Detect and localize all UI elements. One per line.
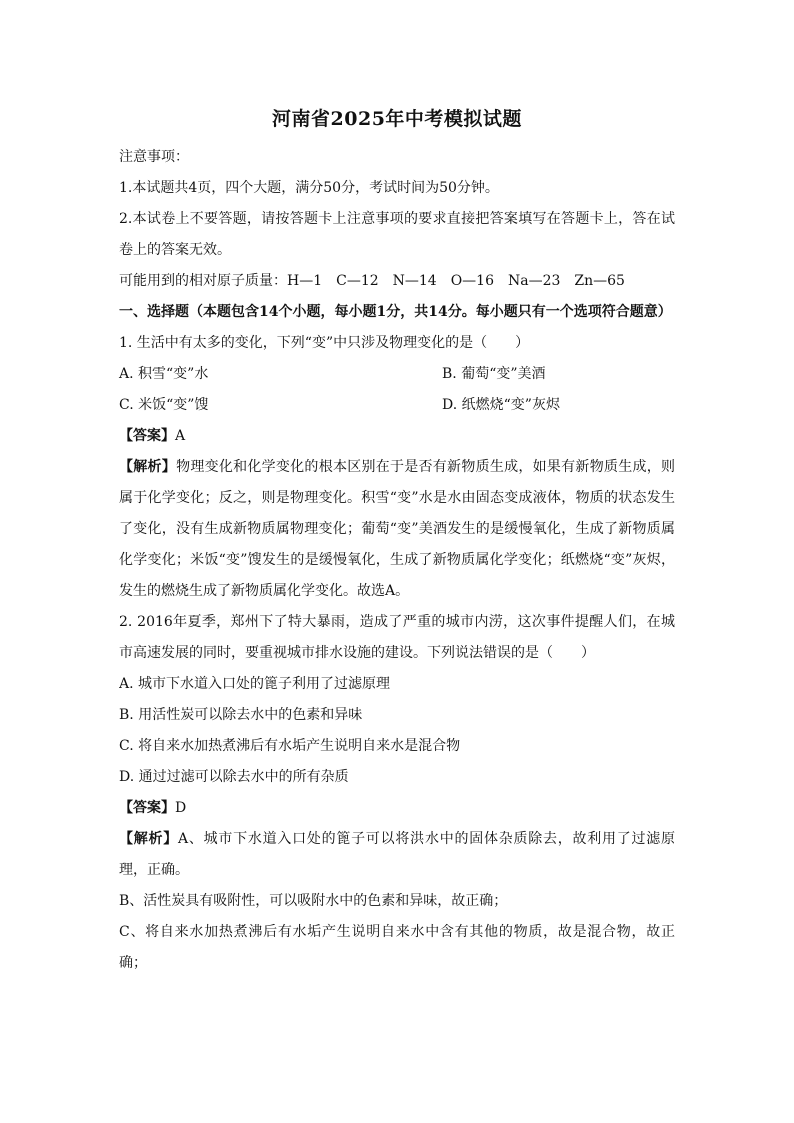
question-1-option-d: D. 纸燃烧“变”灰烬 [442, 397, 560, 413]
question-2-stem: 2. 2016年夏季，郑州下了特大暴雨，造成了严重的城市内涝，这次事件提醒人们，在城市高速发展的同时，要重视城市排水设施的建设。下列说法错误的是（ ） [119, 614, 675, 661]
question-1-analysis [119, 452, 675, 607]
question-2-option-a: A. 城市下水道入口处的篦子利用了过滤原理 [119, 676, 391, 692]
question-2-analysis-c: C、将自来水加热煮沸后有水垢产生说明自来水中含有其他的物质，故是混合物，故正确； [119, 924, 675, 971]
document-body [119, 142, 675, 979]
analysis-label: 【解析】 [119, 831, 179, 847]
atomic-mass-list: 可能用到的相对原子质量：H—1 C—12 N—14 O—16 Na—23 Zn—65 [119, 273, 625, 289]
analysis-text-a: A、城市下水道入口处的篦子可以将洪水中的固体杂质除去，故利用了过滤原理，正确。 [119, 831, 675, 878]
answer-label: 【答案】 [119, 800, 175, 816]
question-2-analysis-a [119, 824, 675, 886]
question-1-options-row-1 [119, 359, 675, 390]
answer-value: A [175, 428, 186, 444]
question-1-option-a: A. 积雪“变”水 [119, 366, 209, 382]
question-2-answer [119, 793, 675, 824]
analysis-label: 【解析】 [119, 459, 177, 475]
question-1-option-c: C. 米饭“变”馊 [119, 397, 209, 413]
question-2-option-c: C. 将自来水加热煮沸后有水垢产生说明自来水是混合物 [119, 738, 461, 754]
question-2-option-d: D. 通过过滤可以除去水中的所有杂质 [119, 769, 349, 785]
question-1-answer [119, 421, 675, 452]
notice-heading: 注意事项： [119, 149, 189, 165]
question-2-option-b: B. 用活性炭可以除去水中的色素和异味 [119, 707, 363, 723]
question-1-option-b: B. 葡萄“变”美酒 [442, 366, 546, 382]
analysis-text: 物理变化和化学变化的根本区别在于是否有新物质生成，如果有新物质生成，则属于化学变化；反之，则是物理变化。积雪“变”水是水由固态变成液体，物质的状态发生了变化，没有生成新物质属物理变化；葡萄“变”美酒发生的是缓慢氧化，生成了新物质属化学变化；米饭“变”馊发生的是缓慢氧化，生成了新物质属化学变化；纸燃烧“变”灰烬，发生的燃烧生成了新物质属化学变化。故选A。 [119, 459, 676, 599]
answer-label: 【答案】 [119, 428, 175, 444]
page-title: 河南省2025年中考模拟试题 [272, 108, 522, 130]
answer-value: D [175, 800, 187, 816]
notice-item-2: 2.本试卷上不要答题，请按答题卡上注意事项的要求直接把答案填写在答题卡上，答在试卷上的答案无效。 [119, 211, 675, 258]
question-2-analysis-b: B、活性炭具有吸附性，可以吸附水中的色素和异味，故正确； [119, 893, 508, 909]
question-1-stem: 1. 生活中有太多的变化，下列“变”中只涉及物理变化的是（ ） [119, 335, 530, 351]
question-1-options-row-2 [119, 390, 675, 421]
notice-item-1: 1.本试题共4页，四个大题，满分50分，考试时间为50分钟。 [119, 180, 499, 196]
section-heading-choice: 一、选择题（本题包含14个小题，每小题1分，共14分。每小题只有一个选项符合题意） [119, 304, 672, 320]
